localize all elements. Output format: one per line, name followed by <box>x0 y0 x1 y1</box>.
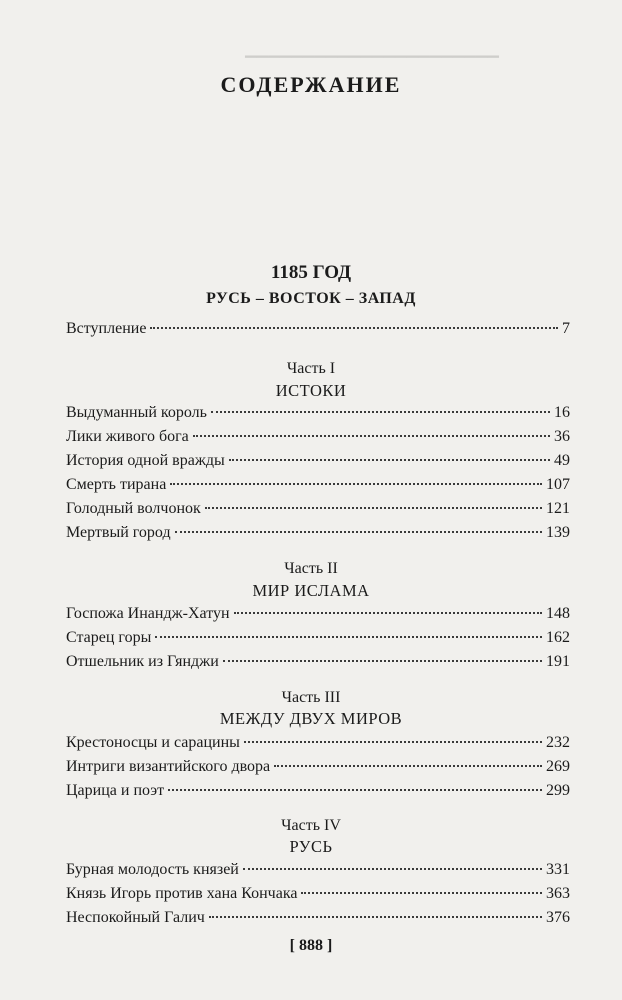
toc-entry-title: Царица и поэт <box>66 782 165 799</box>
toc-entry[interactable] <box>66 909 570 931</box>
part-2-title: МИР ИСЛАМА <box>252 581 370 600</box>
toc-entry-title: Выдуманный король <box>66 404 207 421</box>
dot-leader <box>244 741 542 743</box>
part-3-title: МЕЖДУ ДВУХ МИРОВ <box>219 709 403 728</box>
toc-entry-title: Бурная молодость князей <box>66 861 239 878</box>
toc-entry-page: 49 <box>554 452 570 469</box>
part-1-label: Часть I <box>286 360 336 377</box>
toc-entry-page: 139 <box>546 524 570 541</box>
book-subtitle: РУСЬ – ВОСТОК – ЗАПАД <box>206 290 416 307</box>
toc-entry-page: 107 <box>546 476 570 493</box>
contents-heading: СОДЕРЖАНИЕ <box>220 72 402 97</box>
page-number: [ 888 ] <box>289 937 333 954</box>
toc-entry-title: Мертвый город <box>66 524 171 541</box>
toc-entry[interactable] <box>66 861 570 883</box>
toc-entry[interactable] <box>66 629 570 651</box>
dot-leader <box>274 765 542 767</box>
toc-entry-page: 331 <box>546 861 570 878</box>
toc-entry[interactable] <box>66 404 570 426</box>
dot-leader <box>209 916 542 918</box>
part-4-label: Часть IV <box>281 817 341 834</box>
dot-leader <box>205 507 542 509</box>
toc-entry-page: 16 <box>554 404 570 421</box>
dot-leader <box>301 892 542 894</box>
toc-entry-title: Крестоносцы и сарацины <box>66 734 240 751</box>
toc-entry-title: Интриги византийского двора <box>66 758 271 775</box>
toc-entry-title: Лики живого бога <box>66 428 189 445</box>
toc-entry-title: Отшельник из Гянджи <box>66 653 219 670</box>
toc-entry-page: 121 <box>546 500 570 517</box>
toc-entry[interactable] <box>66 476 570 498</box>
toc-entry-title: Вступление <box>66 320 147 337</box>
dot-leader <box>243 868 542 870</box>
toc-entry[interactable] <box>66 653 570 675</box>
toc-entry[interactable] <box>66 500 570 522</box>
toc-entry-title: Неспокойный Галич <box>66 909 205 926</box>
toc-entry-title: Старец горы <box>66 629 152 646</box>
toc-entry-page: 232 <box>546 734 570 751</box>
bleed-through-decoration: ▁▁▁▁▁▁▁▁▁▁▁▁▁▁▁▁▁▁▁▁▁▁ <box>245 42 499 58</box>
toc-entry[interactable] <box>66 452 570 474</box>
toc-entry-page: 191 <box>546 653 570 670</box>
toc-entry[interactable] <box>66 524 570 546</box>
book-year-title: 1185 ГОД <box>270 262 352 283</box>
toc-entry[interactable] <box>66 605 570 627</box>
toc-entry-title: Госпожа Инандж-Хатун <box>66 605 230 622</box>
toc-entry-title: Голодный волчонок <box>66 500 201 517</box>
toc-entry[interactable] <box>66 885 570 907</box>
dot-leader <box>168 789 542 791</box>
toc-entry-page: 299 <box>546 782 570 799</box>
dot-leader <box>170 483 542 485</box>
toc-entry-page: 148 <box>546 605 570 622</box>
dot-leader <box>229 459 550 461</box>
toc-entry-page: 7 <box>562 320 570 337</box>
toc-entry-page: 36 <box>554 428 570 445</box>
toc-entry[interactable] <box>66 758 570 780</box>
toc-entry-title: Князь Игорь против хана Кончака <box>66 885 298 902</box>
toc-entry[interactable] <box>66 734 570 756</box>
toc-entry[interactable] <box>66 428 570 450</box>
toc-entry-page: 363 <box>546 885 570 902</box>
part-2-label: Часть II <box>284 560 338 577</box>
toc-entry-intro[interactable] <box>66 320 570 342</box>
dot-leader <box>175 531 542 533</box>
toc-entry-page: 269 <box>546 758 570 775</box>
dot-leader <box>211 411 550 413</box>
dot-leader <box>234 612 542 614</box>
part-3-label: Часть III <box>281 689 341 706</box>
toc-entry-title: История одной вражды <box>66 452 225 469</box>
toc-entry-page: 162 <box>546 629 570 646</box>
toc-entry[interactable] <box>66 782 570 804</box>
dot-leader <box>223 660 542 662</box>
part-1-title: ИСТОКИ <box>275 381 347 400</box>
toc-entry-title: Смерть тирана <box>66 476 167 493</box>
dot-leader <box>150 327 558 329</box>
toc-entry-page: 376 <box>546 909 570 926</box>
dot-leader <box>193 435 550 437</box>
dot-leader <box>155 636 542 638</box>
part-4-title: РУСЬ <box>289 837 333 856</box>
